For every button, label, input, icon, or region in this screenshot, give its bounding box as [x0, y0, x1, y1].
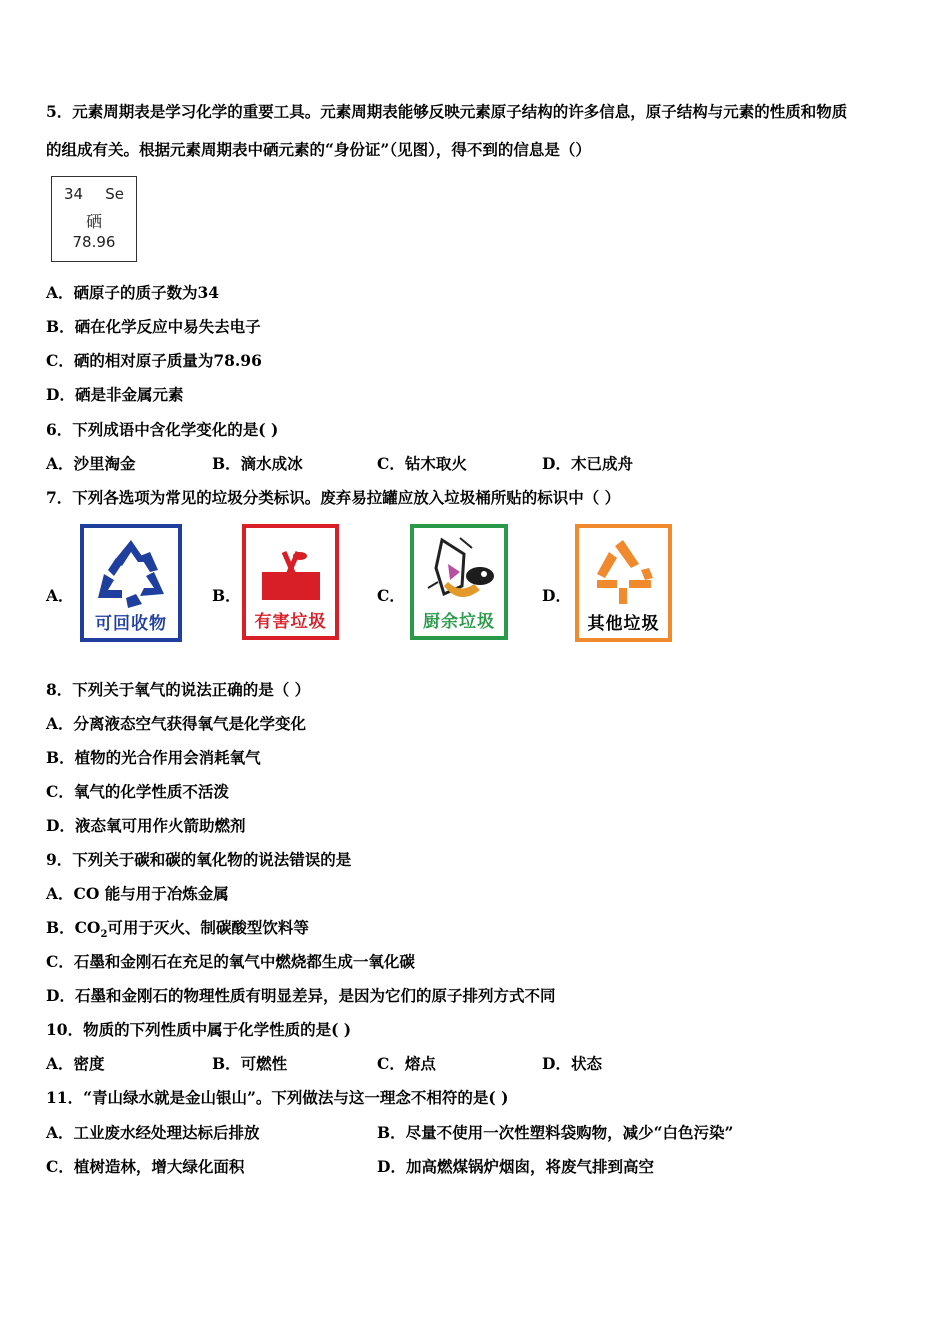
kitchen-waste-sign — [410, 524, 508, 640]
q10-stem: 10．物质的下列性质中属于化学性质的是( ) — [46, 1020, 352, 1039]
q11-option-c: C．植树造林，增大绿化面积 — [46, 1157, 245, 1176]
q6-stem: 6．下列成语中含化学变化的是( ) — [46, 420, 279, 439]
element-symbol: Se — [105, 185, 124, 203]
q8-option-d: D．液态氧可用作火箭助燃剂 — [46, 816, 246, 835]
q6-option-b: B．滴水成冰 — [212, 454, 303, 473]
q9-option-b-subscript: 2 — [100, 929, 108, 941]
food-scraps-icon — [414, 528, 504, 612]
element-name: 硒 — [85, 212, 102, 231]
q11-option-d: D．加高燃煤锅炉烟囱，将废气排到高空 — [377, 1157, 654, 1176]
q6-option-c: C．钻木取火 — [377, 454, 467, 473]
q9-option-b-prefix: B．CO — [46, 918, 101, 937]
q5-stem-line1: 5．元素周期表是学习化学的重要工具。元素周期表能够反映元素原子结构的许多信息，原子结构与元素的性质和物质 — [46, 102, 848, 121]
q5-stem-line2: 的组成有关。根据元素周期表中硒元素的“身份证”（见图），得不到的信息是（） — [46, 140, 591, 159]
q7-letter-c: C． — [377, 586, 405, 605]
atomic-mass: 78.96 — [72, 233, 116, 251]
selenium-element-card — [51, 176, 137, 262]
q5-option-a: A．硒原子的质子数为34 — [46, 283, 220, 302]
hazard-battery-icon — [246, 528, 335, 608]
recyclable-sign — [80, 524, 182, 642]
q7-letter-a: A． — [46, 586, 74, 605]
recyclable-caption: 可回收物 — [95, 614, 167, 634]
q10-option-a: A．密度 — [46, 1054, 105, 1073]
recycle-icon — [84, 532, 178, 616]
q7-letter-d: D． — [542, 586, 571, 605]
q11-option-a: A．工业废水经处理达标后排放 — [46, 1123, 260, 1142]
q7-letter-b: B． — [212, 586, 241, 605]
other-waste-sign — [575, 524, 672, 642]
hazardous-caption: 有害垃圾 — [254, 612, 327, 632]
other-waste-caption: 其他垃圾 — [587, 614, 660, 634]
q10-option-d: D．状态 — [542, 1054, 602, 1073]
q11-option-b: B．尽量不使用一次性塑料袋购物，减少“白色污染” — [377, 1123, 734, 1142]
q11-stem: 11．“青山绿水就是金山银山”。下列做法与这一理念不相符的是( ) — [46, 1088, 509, 1107]
q8-option-a: A．分离液态空气获得氧气是化学变化 — [46, 714, 307, 733]
q7-stem: 7．下列各选项为常见的垃圾分类标识。废弃易拉罐应放入垃圾桶所贴的标识中（ ） — [46, 488, 621, 507]
q9-option-c: C．石墨和金刚石在充足的氧气中燃烧都生成一氧化碳 — [46, 952, 415, 971]
other-waste-icon — [579, 528, 668, 612]
q9-option-b-text: 可用于灭火、制碳酸型饮料等 — [107, 918, 309, 937]
q8-option-b: B．植物的光合作用会消耗氧气 — [46, 748, 261, 767]
atomic-number: 34 — [64, 185, 84, 203]
q10-option-b: B．可燃性 — [212, 1054, 288, 1073]
q10-option-c: C．熔点 — [377, 1054, 436, 1073]
q8-stem: 8．下列关于氧气的说法正确的是（ ） — [46, 680, 311, 699]
kitchen-waste-caption: 厨余垃圾 — [423, 612, 495, 632]
q5-option-d: D．硒是非金属元素 — [46, 385, 184, 404]
q9-option-b — [46, 918, 309, 945]
q8-option-c: C．氧气的化学性质不活泼 — [46, 782, 229, 801]
q5-option-b: B．硒在化学反应中易失去电子 — [46, 317, 261, 336]
q9-option-d: D．石墨和金刚石的物理性质有明显差异，是因为它们的原子排列方式不同 — [46, 986, 556, 1005]
hazardous-sign — [242, 524, 339, 640]
q9-stem: 9．下列关于碳和碳的氧化物的说法错误的是 — [46, 850, 352, 869]
q9-option-a: A．CO 能与用于冶炼金属 — [46, 884, 229, 903]
q5-option-c: C．硒的相对原子质量为78.96 — [46, 351, 262, 370]
q6-option-d: D．木已成舟 — [542, 454, 633, 473]
q6-option-a: A．沙里淘金 — [46, 454, 136, 473]
